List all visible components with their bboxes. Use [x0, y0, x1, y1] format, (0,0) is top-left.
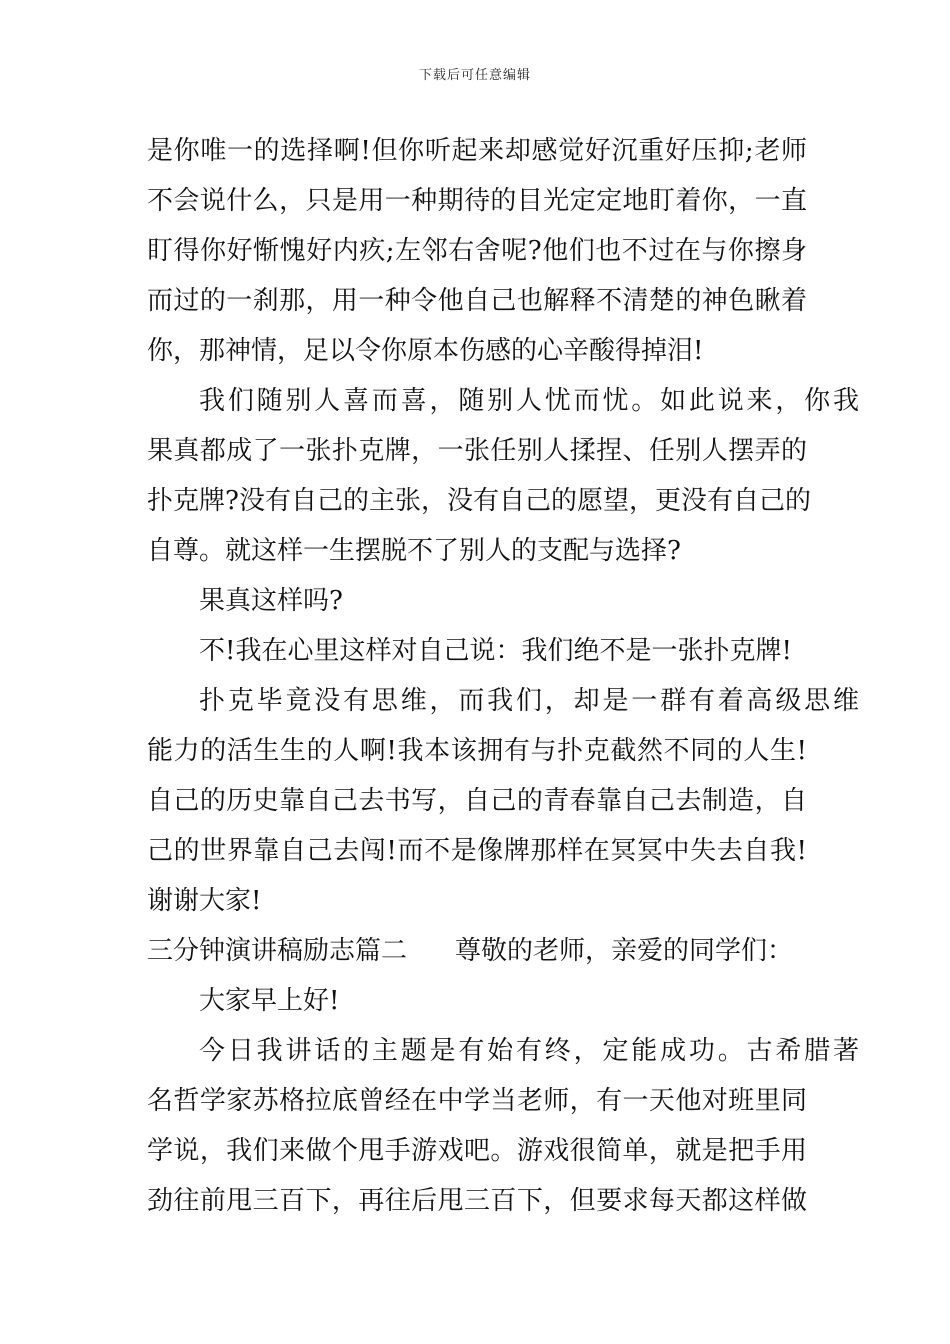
text-line: 自己的历史靠自己去书写，自己的青春靠自己去制造，自 — [147, 786, 807, 816]
text-line: 不!我在心里这样对自己说：我们绝不是一张扑克牌! — [199, 636, 792, 666]
text-line: 盯得你好惭愧好内疚;左邻右舍呢?他们也不过在与你擦身 — [147, 236, 807, 266]
text-line: 是你唯一的选择啊!但你听起来却感觉好沉重好压抑;老师 — [147, 136, 807, 166]
text-line: 你，那神情，足以令你原本伤感的心辛酸得掉泪! — [147, 336, 704, 366]
text-line: 自尊。就这样一生摆脱不了别人的支配与选择? — [147, 536, 681, 566]
text-line: 不会说什么，只是用一种期待的目光定定地盯着你，一直 — [147, 186, 807, 216]
text-line: 能力的活生生的人啊!我本该拥有与扑克截然不同的人生! — [147, 736, 807, 766]
paragraph-block-1 — [147, 126, 859, 926]
text-line: 谢谢大家! — [147, 886, 262, 916]
text-line: 劲往前甩三百下，再往后甩三百下，但要求每天都这样做 — [147, 1186, 807, 1216]
page-header: 下载后可任意编辑 — [418, 68, 531, 83]
text-line: 今日我讲话的主题是有始有终，定能成功。古希腊著 — [199, 1036, 859, 1066]
text-line: 而过的一刹那，用一种令他自己也解释不清楚的神色瞅着 — [147, 286, 807, 316]
section-salutation: 尊敬的老师，亲爱的同学们： — [455, 936, 794, 966]
text-line: 果真都成了一张扑克牌，一张任别人揉捏、任别人摆弄的 — [147, 436, 807, 466]
text-line: 扑克牌?没有自己的主张，没有自己的愿望，更没有自己的 — [147, 486, 811, 516]
text-line: 名哲学家苏格拉底曾经在中学当老师，有一天他对班里同 — [147, 1086, 807, 1116]
paragraph-block-2 — [147, 976, 859, 1226]
section-heading — [147, 926, 807, 976]
document-body — [147, 126, 859, 1226]
text-line: 我们随别人喜而喜，随别人忧而忧。如此说来，你我 — [199, 386, 859, 416]
text-line: 己的世界靠自己去闯!而不是像牌那样在冥冥中失去自我! — [147, 836, 807, 866]
text-line: 果真这样吗? — [199, 586, 343, 616]
text-line: 大家早上好! — [199, 986, 340, 1016]
section-title: 三分钟演讲稿励志篇二 — [147, 936, 408, 966]
text-line: 学说，我们来做个甩手游戏吧。游戏很简单，就是把手用 — [147, 1136, 807, 1166]
text-line: 扑克毕竟没有思维，而我们，却是一群有着高级思维 — [199, 686, 859, 716]
